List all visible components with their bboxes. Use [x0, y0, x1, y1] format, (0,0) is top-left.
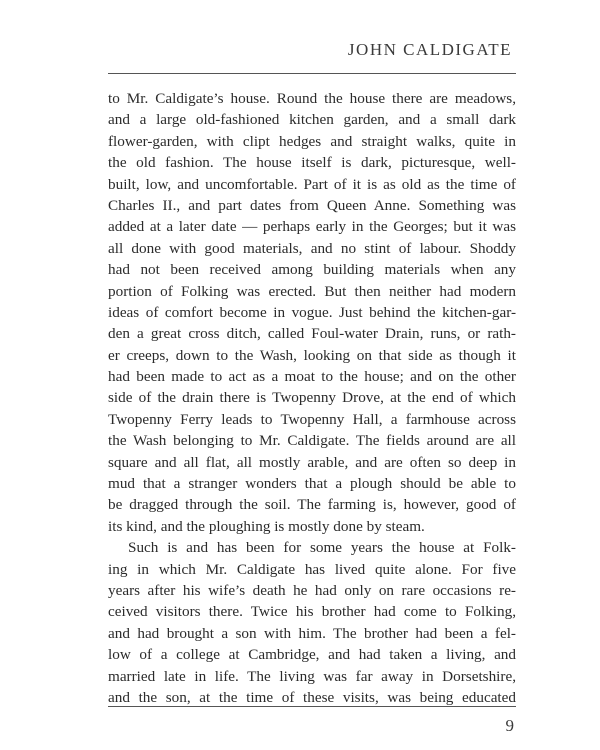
text-line: ing in which Mr. Caldigate has lived quite alone. For five — [108, 560, 516, 578]
text-line: built, low, and uncomfortable. Part of it is as old as the time of — [108, 175, 516, 193]
text-line: Charles II., and part dates from Queen Anne. Something was — [108, 196, 516, 214]
text-line: years after his wife’s death he had only on rare occasions re- — [108, 581, 516, 599]
text-line: the old fashion. The house itself is dark, picturesque, well- — [108, 154, 516, 172]
text-line: er creeps, down to the Wash, looking on that side as though it — [108, 346, 516, 364]
footer-rule — [108, 706, 516, 707]
text-line: and a large old-fashioned kitchen garden, and a small dark — [108, 111, 516, 129]
text-line: and the son, at the time of these visits, was being educated — [108, 688, 516, 706]
header-rule — [108, 73, 516, 74]
text-line: had been made to act as a moat to the house; and on the other — [108, 368, 516, 386]
paragraph-start-line: Such is and has been for some years the house at Folk- — [128, 539, 516, 557]
text-line: all done with good materials, and no stint of labour. Shoddy — [108, 239, 516, 257]
text-line: side of the drain there is Twopenny Drove, at the end of which — [108, 389, 516, 407]
text-line: had not been received among building materials when any — [108, 261, 516, 279]
text-line: den a great cross ditch, called Foul-water Drain, runs, or rath- — [108, 325, 516, 343]
running-head-title: JOHN CALDIGATE — [347, 40, 512, 59]
text-line: mud that a stranger wonders that a plough should be able to — [108, 475, 516, 493]
text-line: added at a later date — perhaps early in the Georges; but it was — [108, 218, 516, 236]
text-line: married late in life. The living was far away in Dorsetshire, — [108, 667, 516, 685]
page-number: 9 — [505, 716, 514, 735]
text-line: be dragged through the soil. The farming is, however, good of — [108, 496, 516, 514]
text-line: portion of Folking was erected. But then neither had modern — [108, 282, 516, 300]
text-line: square and all flat, all mostly arable, and are often so deep in — [108, 453, 516, 471]
text-line: the Wash belonging to Mr. Caldigate. The fields around are all — [108, 432, 516, 450]
text-line: ceived visitors there. Twice his brother had come to Folking, — [108, 603, 516, 621]
text-line: ideas of comfort become in vogue. Just behind the kitchen-gar- — [108, 303, 516, 321]
paragraph-end-line: its kind, and the ploughing is mostly done by steam. — [108, 517, 425, 535]
body-text — [108, 88, 516, 708]
text-line: Twopenny Ferry leads to Twopenny Hall, a farmhouse across — [108, 410, 516, 428]
text-line: flower-garden, with clipt hedges and straight walks, quite in — [108, 132, 516, 150]
text-line: to Mr. Caldigate’s house. Round the house there are meadows, — [108, 90, 516, 107]
text-line: low of a college at Cambridge, and had taken a living, and — [108, 646, 516, 664]
text-line: and had brought a son with him. The brother had been a fel- — [108, 624, 516, 642]
